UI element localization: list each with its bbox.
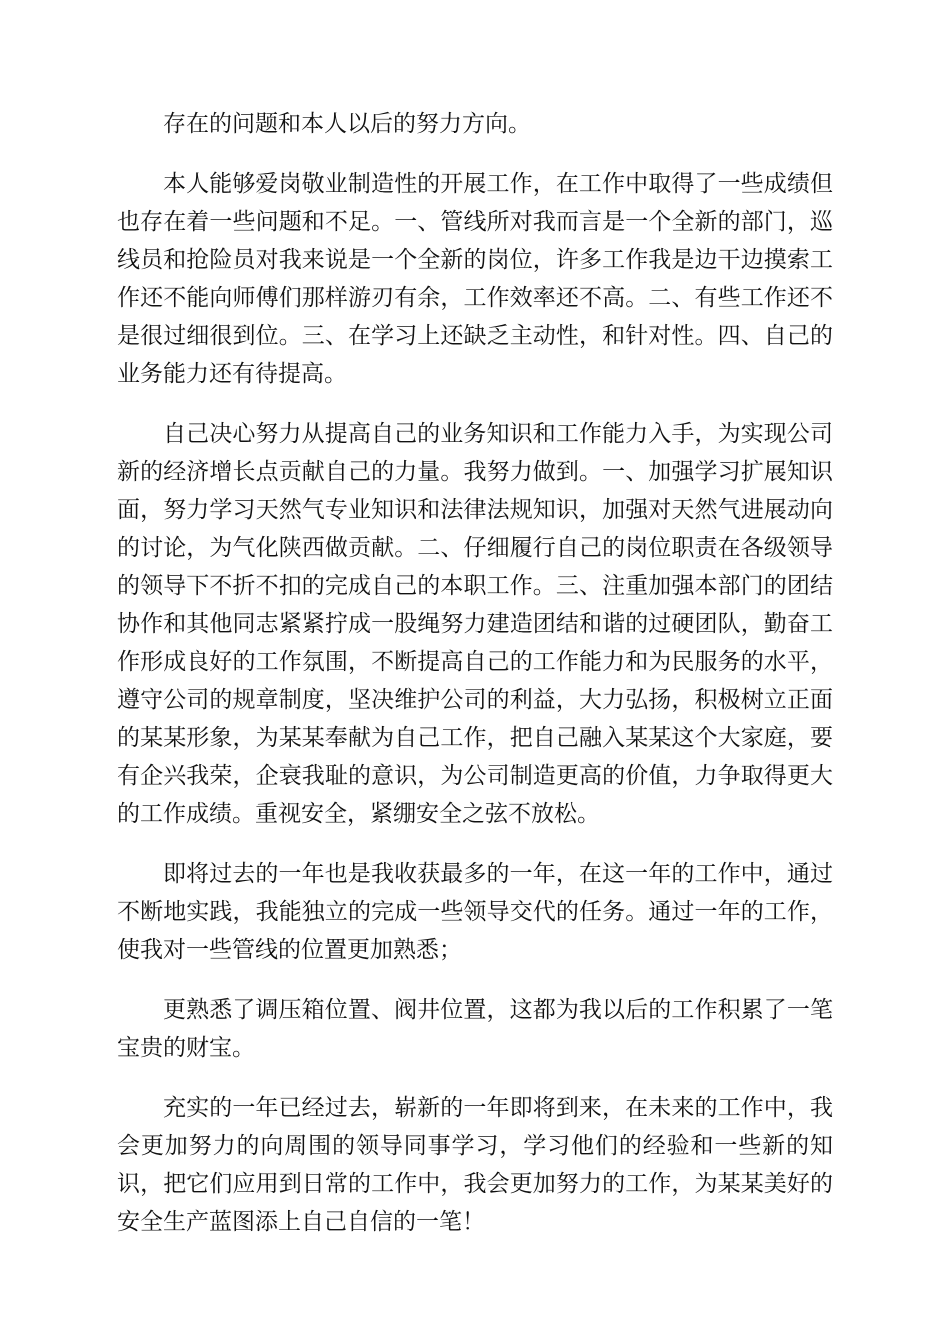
paragraph-3: 自己决心努力从提高自己的业务知识和工作能力入手，为实现公司新的经济增长点贡献自己的力量。我努力做到。一、加强学习扩展知识面，努力学习天然气专业知识和法律法规知识，加强对天然气进展动向的讨论，为气化陕西做贡献。二、仔细履行自己的岗位职责在各级领导的领导下不折不扣的完成自己的本职工作。三、注重加强本部门的团结协作和其他同志紧紧拧成一股绳努力建造团结和谐的过硬团队，勤奋工作形成良好的工作氛围，不断提高自己的工作能力和为民服务的水平，遵守公司的规章制度，坚决维护公司的利益，大力弘扬，积极树立正面的某某形象，为某某奉献为自己工作，把自己融入某某这个大家庭，要有企兴我荣，企衰我耻的意识，为公司制造更高的价值，力争取得更大的工作成绩。重视安全，紧绷安全之弦不放松。 [117,421,833,827]
paragraph-4: 即将过去的一年也是我收获最多的一年，在这一年的工作中，通过不断地实践，我能独立的完成一些领导交代的任务。通过一年的工作，使我对一些管线的位置更加熟悉； [117,861,833,963]
paragraph-6: 充实的一年已经过去，崭新的一年即将到来，在未来的工作中，我会更加努力的向周围的领导同事学习，学习他们的经验和一些新的知识，把它们应用到日常的工作中，我会更加努力的工作，为某某美好的安全生产蓝图添上自己自信的一笔！ [117,1095,833,1235]
paragraph-1: 存在的问题和本人以后的努力方向。 [163,111,531,137]
paragraph-5: 更熟悉了调压箱位置、阀井位置，这都为我以后的工作积累了一笔宝贵的财宝。 [117,997,833,1061]
document-page [117,105,833,1263]
paragraph-2: 本人能够爱岗敬业制造性的开展工作，在工作中取得了一些成绩但也存在着一些问题和不足。一、管线所对我而言是一个全新的部门，巡线员和抢险员对我来说是一个全新的岗位，许多工作我是边干边摸索工作还不能向师傅们那样游刃有余，工作效率还不高。二、有些工作还不是很过细很到位。三、在学习上还缺乏主动性，和针对性。四、自己的业务能力还有待提高。 [117,171,833,387]
